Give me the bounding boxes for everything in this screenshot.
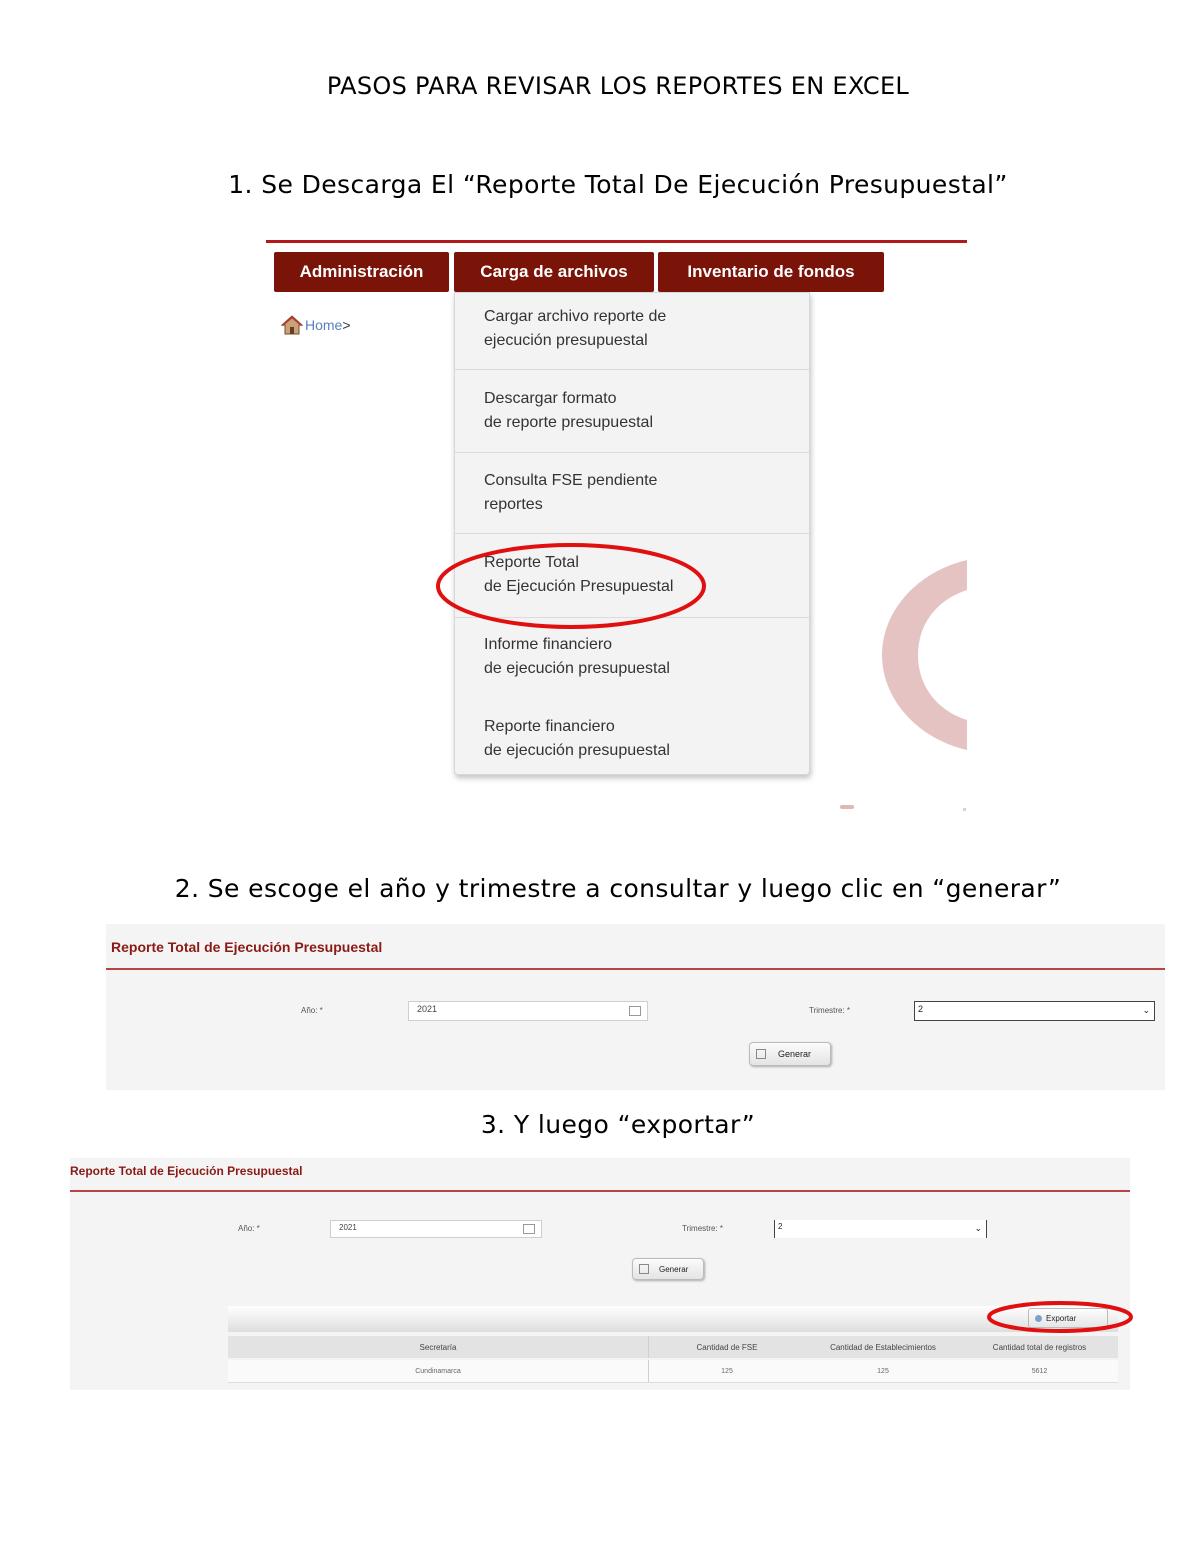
generate-icon bbox=[639, 1264, 649, 1274]
cell-cantidad-fse: 125 bbox=[721, 1367, 733, 1375]
menu-item-line: Descargar formato bbox=[484, 390, 617, 407]
quarter-select[interactable] bbox=[914, 1001, 1155, 1021]
menu-item-line: de ejecución presupuestal bbox=[484, 742, 670, 759]
nav-carga-de-archivos[interactable]: Carga de archivos bbox=[454, 252, 654, 292]
menu-item-line: Informe financiero bbox=[484, 636, 613, 653]
menu-item-descargar-formato[interactable] bbox=[455, 387, 809, 435]
grid-header-row bbox=[228, 1336, 1118, 1358]
menu-item-line: reportes bbox=[484, 496, 543, 513]
step-1-heading: 1. Se Descarga El “Reporte Total De Ejecución Presupuestal” bbox=[228, 170, 1008, 199]
year-value: 2021 bbox=[417, 1004, 438, 1014]
menu-item-consulta-fse[interactable] bbox=[455, 469, 809, 517]
grid-toolbar bbox=[228, 1306, 1118, 1332]
menu-item-line: Cargar archivo reporte de bbox=[484, 308, 667, 325]
table-row[interactable] bbox=[228, 1360, 1118, 1383]
background-logo-fragment-dot-small bbox=[963, 808, 966, 811]
quarter-label: Trimestre: * bbox=[809, 1006, 851, 1015]
header-divider bbox=[266, 240, 967, 243]
year-label: Año: * bbox=[301, 1006, 323, 1015]
nav-inventario-de-fondos[interactable]: Inventario de fondos bbox=[658, 252, 884, 292]
year-input[interactable] bbox=[408, 1001, 648, 1021]
breadcrumb bbox=[280, 314, 351, 336]
calendar-icon[interactable] bbox=[629, 1006, 641, 1016]
menu-item-line: de ejecución presupuestal bbox=[484, 660, 670, 677]
generate-button[interactable] bbox=[632, 1258, 704, 1280]
menu-divider bbox=[455, 452, 809, 453]
step-3-heading: 3. Y luego “exportar” bbox=[480, 1110, 756, 1139]
step-2-heading: 2. Se escoge el año y trimestre a consultar y luego clic en “generar” bbox=[174, 874, 1062, 903]
breadcrumb-separator: > bbox=[342, 317, 351, 333]
menu-divider bbox=[455, 369, 809, 370]
menu-divider bbox=[455, 617, 809, 618]
carga-dropdown-menu bbox=[454, 292, 810, 775]
menu-item-line: de reporte presupuestal bbox=[484, 414, 653, 431]
menu-item-line: Consulta FSE pendiente bbox=[484, 472, 658, 489]
year-label: Año: * bbox=[238, 1224, 260, 1233]
export-icon bbox=[1035, 1315, 1042, 1322]
cell-secretaria: Cundinamarca bbox=[415, 1367, 461, 1375]
export-button[interactable] bbox=[1028, 1308, 1108, 1328]
title-divider bbox=[106, 968, 1165, 970]
generate-label: Generar bbox=[778, 1049, 812, 1059]
chevron-down-icon: ⌄ bbox=[974, 1223, 982, 1233]
quarter-value: 2 bbox=[918, 1004, 924, 1014]
background-logo-fragment-dot bbox=[840, 805, 854, 809]
menu-item-cargar-archivo[interactable] bbox=[455, 305, 809, 353]
menu-item-informe-financiero[interactable] bbox=[455, 633, 809, 681]
menu-item-line: ejecución presupuestal bbox=[484, 332, 648, 349]
column-header-cantidad-fse[interactable]: Cantidad de FSE bbox=[696, 1342, 758, 1352]
generate-form-screenshot bbox=[106, 924, 1165, 1090]
home-icon[interactable] bbox=[280, 314, 304, 336]
quarter-label: Trimestre: * bbox=[682, 1224, 724, 1233]
column-header-secretaria[interactable]: Secretaría bbox=[419, 1342, 457, 1352]
nav-administracion[interactable]: Administración bbox=[274, 252, 449, 292]
calendar-icon[interactable] bbox=[523, 1224, 535, 1234]
report-title: Reporte Total de Ejecución Presupuestal bbox=[111, 939, 383, 955]
menu-item-line: Reporte financiero bbox=[484, 718, 615, 735]
export-label: Exportar bbox=[1046, 1313, 1077, 1323]
title-divider bbox=[70, 1190, 1130, 1192]
year-value: 2021 bbox=[339, 1223, 357, 1232]
menu-item-reporte-total[interactable] bbox=[455, 551, 809, 599]
menu-item-line: de Ejecución Presupuestal bbox=[484, 578, 674, 595]
year-input[interactable] bbox=[330, 1220, 542, 1238]
column-header-cantidad-establecimientos[interactable]: Cantidad de Establecimientos bbox=[830, 1342, 936, 1352]
generate-icon bbox=[756, 1049, 766, 1059]
generate-label: Generar bbox=[659, 1264, 689, 1274]
export-screenshot bbox=[70, 1158, 1130, 1390]
menu-item-reporte-financiero[interactable] bbox=[455, 715, 809, 763]
cell-cantidad-establecimientos: 125 bbox=[877, 1367, 889, 1375]
quarter-select[interactable] bbox=[774, 1220, 987, 1238]
breadcrumb-home-link[interactable]: Home bbox=[305, 317, 343, 333]
quarter-value: 2 bbox=[778, 1222, 783, 1231]
cell-cantidad-registros: 5612 bbox=[1031, 1367, 1048, 1375]
background-logo-fragment bbox=[876, 560, 967, 750]
generate-button[interactable] bbox=[749, 1042, 831, 1066]
document-title: PASOS PARA REVISAR LOS REPORTES EN EXCEL bbox=[326, 72, 910, 100]
menu-divider bbox=[455, 533, 809, 534]
menu-screenshot bbox=[266, 240, 967, 812]
column-header-cantidad-registros[interactable]: Cantidad total de registros bbox=[992, 1342, 1087, 1352]
chevron-down-icon: ⌄ bbox=[1142, 1005, 1150, 1015]
report-title: Reporte Total de Ejecución Presupuestal bbox=[70, 1164, 303, 1178]
menu-item-line: Reporte Total bbox=[484, 554, 579, 571]
